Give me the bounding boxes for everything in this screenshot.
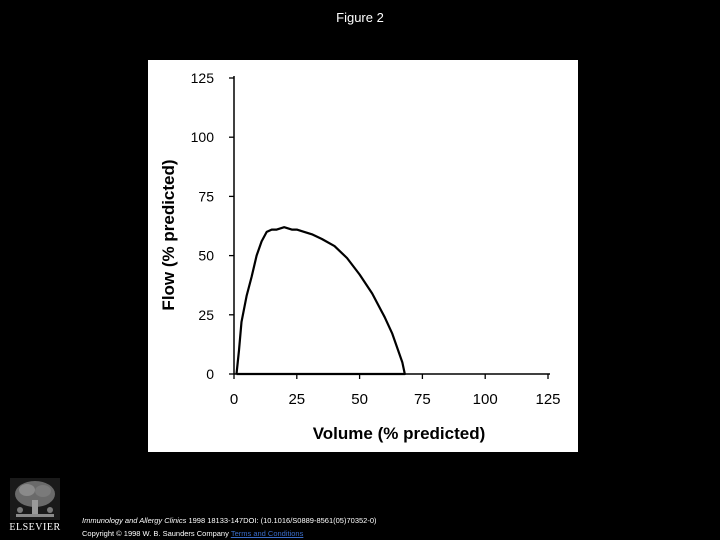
flow-volume-chart: [148, 60, 578, 452]
y-tick-label-100: 100: [190, 129, 214, 146]
copyright-text: Copyright © 1998 W. B. Saunders Company: [82, 529, 231, 538]
y-tick-label-0: 0: [206, 366, 214, 382]
copyright-line: [82, 528, 303, 539]
x-tick-label-100: 100: [472, 391, 498, 408]
y-tick-label-25: 25: [198, 306, 214, 323]
y-axis-label: Flow (% predicted): [159, 159, 178, 311]
journal-name: Immunology and Allergy Clinics: [82, 516, 187, 525]
figure-panel: [148, 60, 578, 452]
y-tick-label-125: 125: [190, 70, 214, 86]
elsevier-tree-icon: [10, 478, 60, 520]
x-tick-label-25: 25: [288, 391, 306, 408]
y-tick-label-75: 75: [198, 188, 214, 205]
x-tick-label-75: 75: [414, 391, 431, 408]
x-tick-label-125: 125: [535, 391, 561, 408]
y-tick-label-50: 50: [198, 247, 214, 264]
flow-volume-curve: [237, 227, 405, 374]
x-tick-label-0: 0: [229, 391, 239, 408]
citation-details: 1998 18133-147DOI: (10.1016/S0889-8561(05)70352-0): [186, 516, 377, 525]
elsevier-wordmark: ELSEVIER: [9, 522, 61, 533]
x-axis-label: Volume (% predicted): [312, 424, 486, 443]
slide-title: Figure 2: [336, 10, 384, 25]
elsevier-logo: [6, 478, 64, 534]
terms-and-conditions-link[interactable]: Terms and Conditions: [230, 529, 304, 538]
citation-line: [82, 515, 377, 526]
x-tick-label-50: 50: [351, 391, 368, 408]
